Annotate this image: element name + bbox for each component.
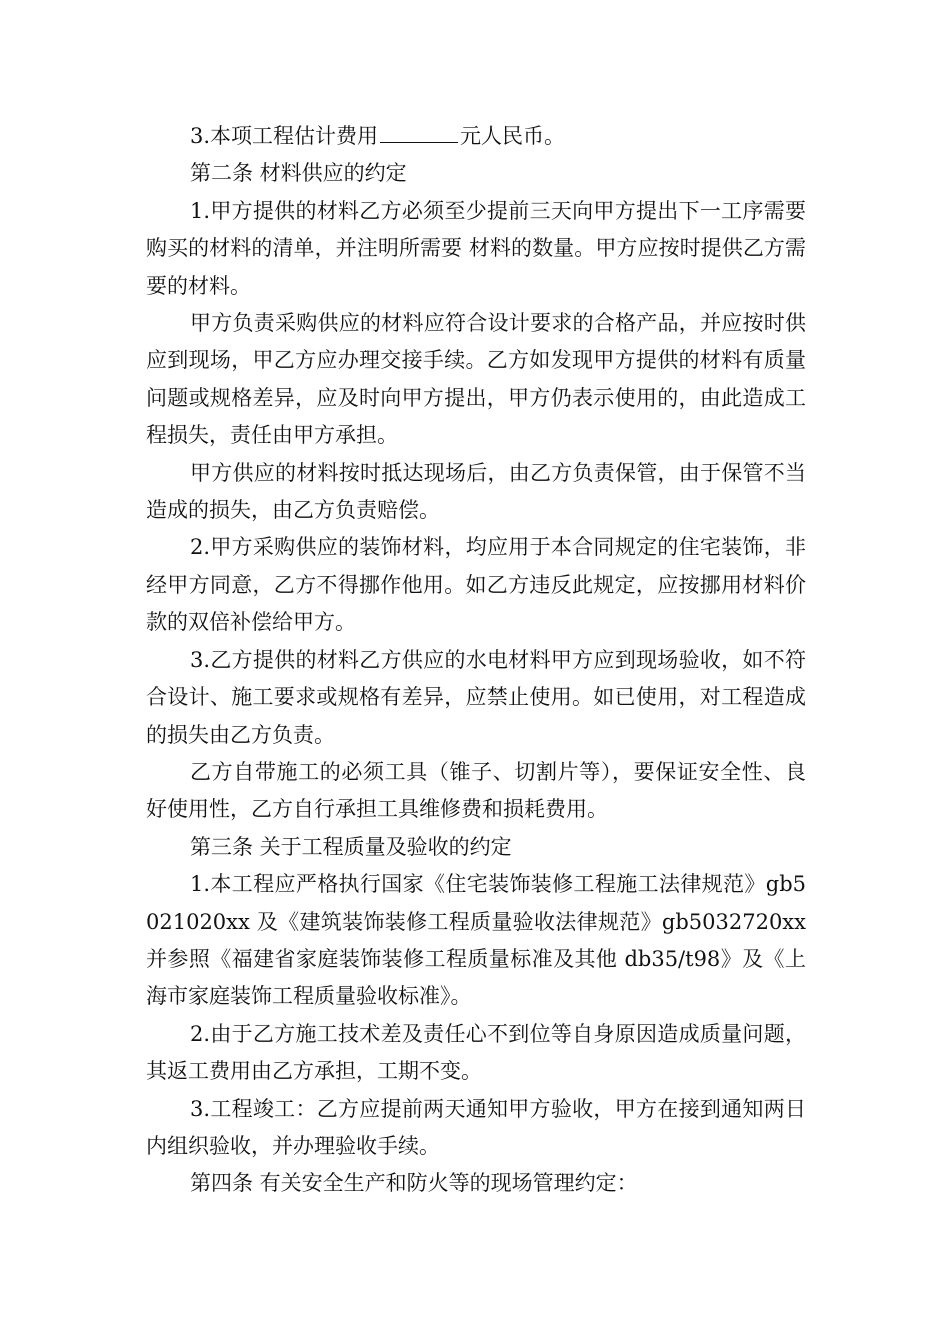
cost-estimate-prefix: 3.本项工程估计费用 xyxy=(190,124,379,148)
article-3-paragraph-3: 3.工程竣工：乙方应提前两天通知甲方验收，甲方在接到通知两日内组织验收，并办理验收手续。 xyxy=(146,1096,806,1158)
article-4-title: 第四条 有关安全生产和防火等的现场管理约定： xyxy=(190,1171,638,1196)
article-3-title: 第三条 关于工程质量及验收的约定 xyxy=(190,834,512,859)
article-3-paragraph-1: 1.本工程应严格执行国家《住宅装饰装修工程施工法律规范》gb5021020xx 及《建筑装饰装修工程质量验收法律规范》gb5032720xx 并参照《福建省家庭装饰装修工程质量标准及其他 db35/t98》及《上海市家庭装饰工程质量验收标准》。 xyxy=(146,872,806,1009)
article-3-paragraph-2: 2.由于乙方施工技术差及责任心不到位等自身原因造成质量问题，其返工费用由乙方承担，工期不变。 xyxy=(146,1021,806,1084)
cost-blank-field xyxy=(380,120,458,143)
cost-estimate-suffix: 元人民币。 xyxy=(460,124,566,148)
article-2-paragraph-1: 1.甲方提供的材料乙方必须至少提前三天向甲方提出下一工序需要购买的材料的清单，并注明所需要 材料的数量。甲方应按时提供乙方需要的材料。 xyxy=(146,198,806,298)
article-2-paragraph-4: 2.甲方采购供应的装饰材料，均应用于本合同规定的住宅装饰，非经甲方同意，乙方不得挪作他用。如乙方违反此规定，应按挪用材料价款的双倍补偿给甲方。 xyxy=(146,535,806,635)
article-2-paragraph-2: 甲方负责采购供应的材料应符合设计要求的合格产品，并应按时供应到现场，甲乙方应办理交接手续。乙方如发现甲方提供的材料有质量问题或规格差异，应及时向甲方提出，甲方仍表示使用的，由此造成工程损失，责任由甲方承担。 xyxy=(146,311,806,448)
document-page xyxy=(146,118,806,1203)
article-2-paragraph-3: 甲方供应的材料按时抵达现场后，由乙方负责保管，由于保管不当造成的损失，由乙方负责赔偿。 xyxy=(146,460,806,523)
article-2-title: 第二条 材料供应的约定 xyxy=(190,161,407,186)
article-2-paragraph-6: 乙方自带施工的必须工具（锥子、切割片等），要保证安全性、良好使用性，乙方自行承担工具维修费和损耗费用。 xyxy=(146,759,806,822)
article-2-paragraph-5: 3.乙方提供的材料乙方供应的水电材料甲方应到现场验收，如不符合设计、施工要求或规格有差异，应禁止使用。如已使用，对工程造成的损失由乙方负责。 xyxy=(146,647,806,747)
cost-estimate-line xyxy=(146,118,806,155)
